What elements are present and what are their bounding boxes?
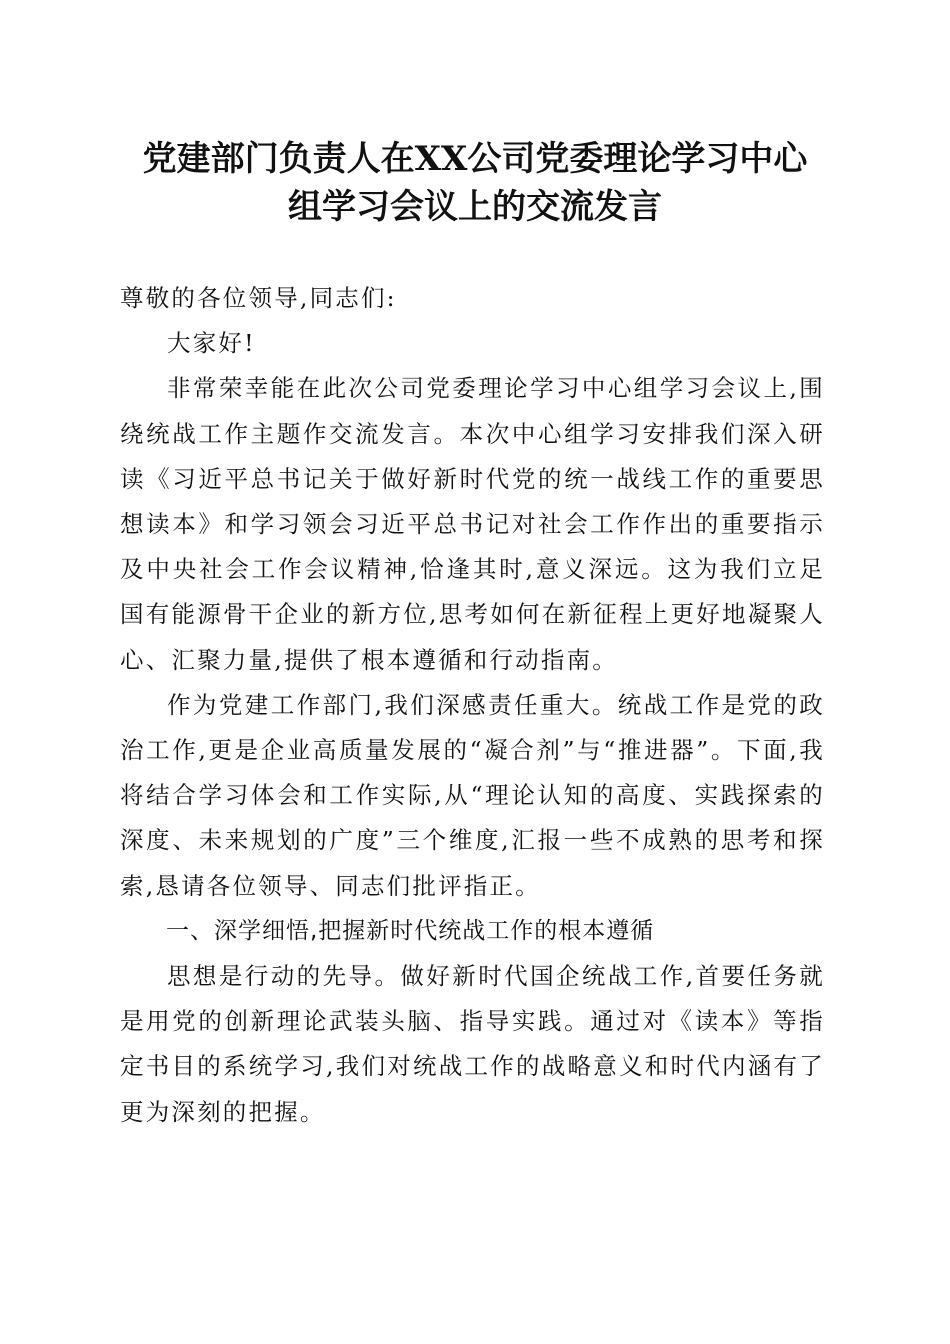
paragraph-responsibility: 作为党建工作部门,我们深感责任重大。统战工作是党的政治工作,更是企业高质量发展的“凝合剂”与“推进器”。下面,我将结合学习体会和工作实际,从“理论认知的高度、实践探索的深度、未来规划的广度”三个维度,汇报一些不成熟的思考和探索,恳请各位领导、同志们批评指正。 [120,690,825,900]
document-body [120,276,825,1135]
document-title-line-2: 组学习会议上的交流发言 [288,187,662,227]
greeting: 大家好! [167,329,256,358]
document-title-line-1: 党建部门负责人在XX公司党委理论学习中心 [142,139,808,179]
paragraph-theory: 思想是行动的先导。做好新时代国企统战工作,首要任务就是用党的创新理论武装头脑、指导实践。通过对《读本》等指定书目的系统学习,我们对统战工作的战略意义和时代内涵有了更为深刻的把握。 [120,962,825,1126]
section-heading-1: 一、深学细悟,把握新时代统战工作的根本遵循 [166,917,655,944]
salutation: 尊敬的各位领导,同志们: [120,284,397,312]
paragraph-intro: 非常荣幸能在此次公司党委理论学习中心组学习会议上,围绕统战工作主题作交流发言。本次中心组学习安排我们深入研读《习近平总书记关于做好新时代党的统一战线工作的重要思想读本》和学习领会习近平总书记对社会工作作出的重要指示及中央社会工作会议精神,恰逢其时,意义深远。这为我们立足国有能源骨干企业的新方位,思考如何在新征程上更好地凝聚人心、汇聚力量,提供了根本遵循和行动指南。 [120,374,825,674]
